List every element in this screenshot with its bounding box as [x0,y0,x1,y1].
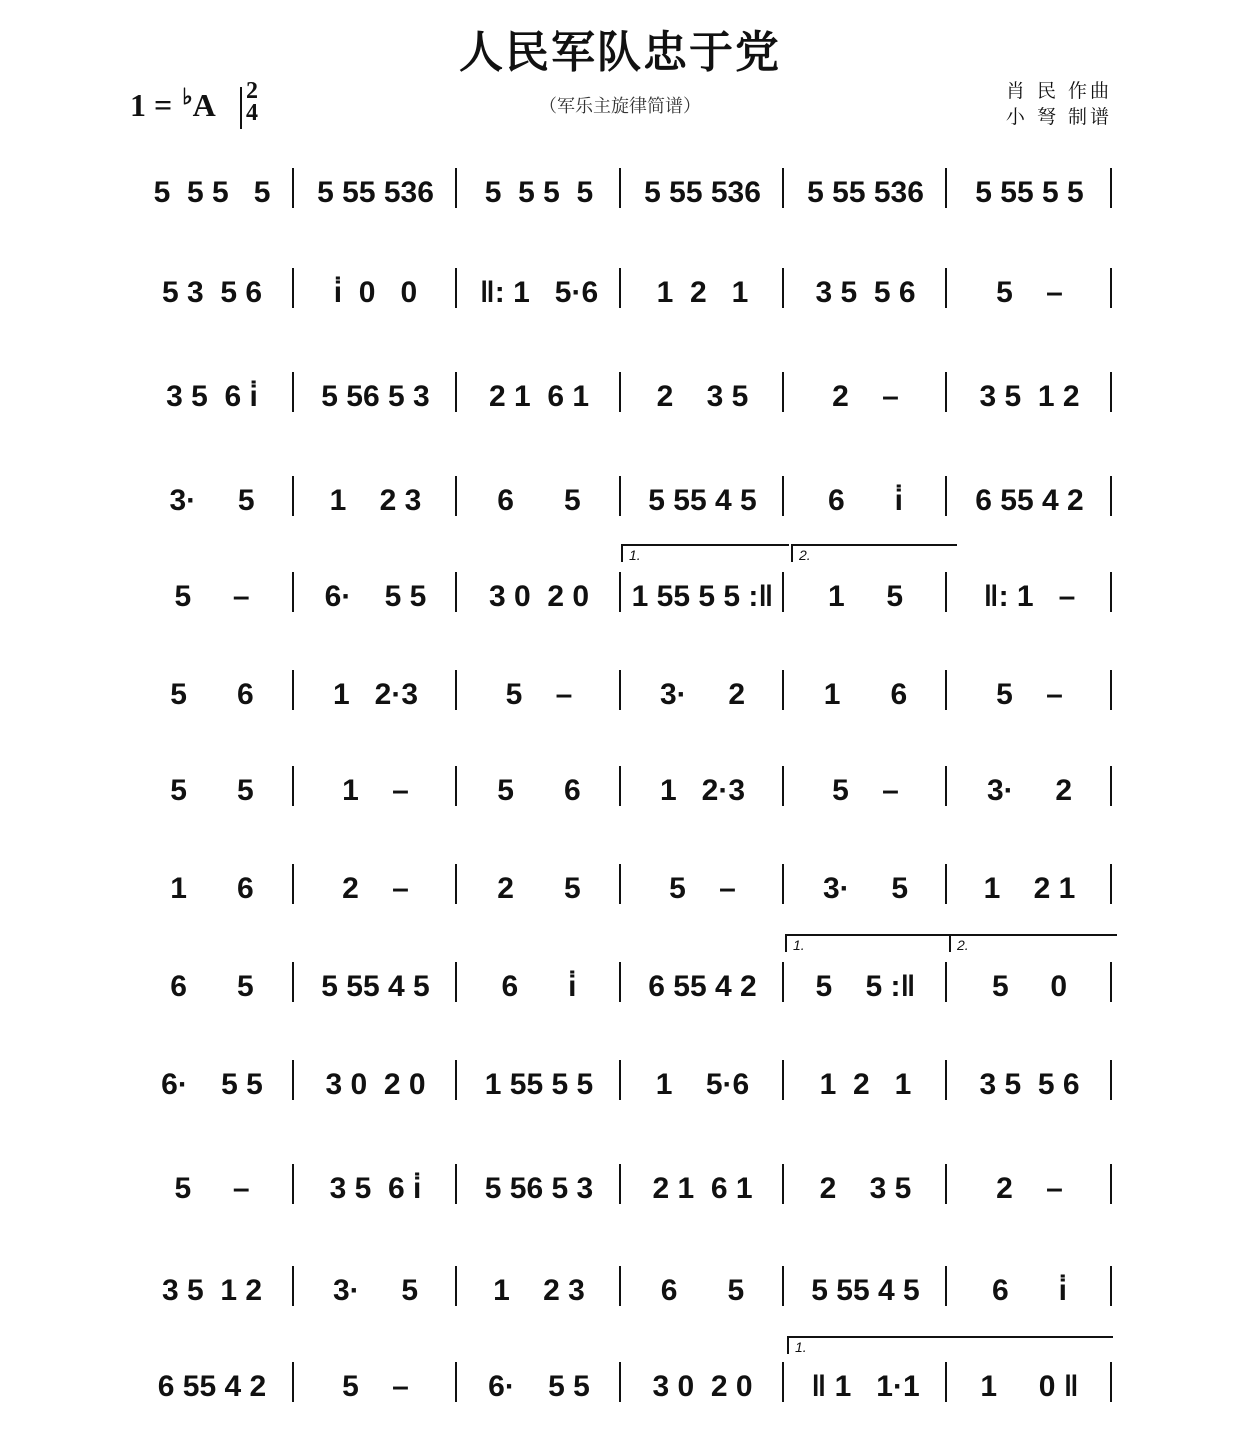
score-row [130,956,1112,1016]
note-sequence: 6 55 4 2 [975,484,1084,517]
note-sequence: 5 55 536 [317,176,434,209]
note-sequence: 1 6 [823,678,908,711]
barline [945,372,947,412]
barline [945,1060,947,1100]
barline [455,670,457,710]
measure [130,858,294,918]
arranger-credit: 小 弩 制谱 [1005,106,1112,128]
measure [457,1356,621,1416]
barline [455,572,457,612]
barline [945,168,947,208]
score-row [130,366,1112,426]
note-sequence: 5 – [669,872,736,905]
note-sequence: 5 – [832,774,899,807]
note-sequence: 6· 5 5 [488,1370,590,1403]
measure [947,366,1112,426]
measure [294,1356,457,1416]
score-row [130,262,1112,322]
measure [621,470,784,530]
measure [457,1260,621,1320]
measure [294,1054,457,1114]
measure [947,858,1112,918]
measure [621,262,784,322]
barline [1110,168,1112,208]
note-sequence: 6 i̇ [501,970,577,1003]
score-row [130,664,1112,724]
note-sequence: 5 5 [170,774,254,807]
time-signature-bottom: 4 [246,100,258,126]
note-sequence: 5 – [505,678,573,711]
note-sequence: 3· 5 [822,872,909,905]
note-sequence: 1 2 3 [493,1274,585,1307]
note-sequence: 2 5 [497,872,581,905]
barline [782,962,784,1002]
measure [784,1054,947,1114]
measure [947,956,1112,1016]
barline [782,476,784,516]
measure [457,760,621,820]
note-sequence: 5 3 5 6 [161,276,263,309]
barline [292,168,294,208]
subtitle: （军乐主旋律简谱） [539,96,701,117]
measure [130,1260,294,1320]
volta-ending: 2. [949,934,1117,952]
note-sequence: 1 0 ‖ [980,1370,1079,1403]
barline [619,1362,621,1402]
barline [945,1362,947,1402]
note-sequence: 6 55 4 2 [157,1370,267,1403]
note-sequence: 6· 5 5 [161,1068,263,1101]
time-signature [238,80,266,124]
note-sequence: 1 2·3 [332,678,419,711]
barline [619,1060,621,1100]
note-sequence: 2 3 5 [819,1172,912,1205]
measure [130,470,294,530]
measure [130,366,294,426]
note-sequence: 3 0 2 0 [325,1068,426,1101]
barline [1110,572,1112,612]
measure [621,760,784,820]
measure [294,470,457,530]
measure [294,1158,457,1218]
note-sequence: 2 1 6 1 [488,380,590,413]
measure [784,566,947,626]
measure [784,162,947,222]
measure [621,162,784,222]
key-signature [130,84,216,124]
barline [1110,268,1112,308]
barline [1110,372,1112,412]
barline [945,670,947,710]
note-sequence: 3 5 6 i̇ [166,380,258,413]
barline [945,962,947,1002]
note-sequence: 6 5 [497,484,581,517]
measure [294,262,457,322]
note-sequence: 2 1 6 1 [652,1172,753,1205]
note-sequence: 5 – [174,580,250,613]
page-title: 人民军队忠于党 [459,27,781,78]
barline [455,1362,457,1402]
note-sequence: 1 2 1 [983,872,1076,905]
barline [619,962,621,1002]
barline [782,670,784,710]
measure [130,1356,294,1416]
measure [457,262,621,322]
barline [292,1362,294,1402]
note-sequence: i̇ 0 0 [333,276,418,309]
measure [947,664,1112,724]
barline [945,476,947,516]
measure [947,470,1112,530]
note-sequence: 5 – [996,678,1063,711]
note-sequence: 3 5 1 2 [161,1274,263,1307]
note-sequence: 5 55 536 [807,176,924,209]
volta-ending: 1. [621,544,789,562]
measure [947,1158,1112,1218]
barline [1110,1060,1112,1100]
score-row [130,858,1112,918]
barline [619,476,621,516]
note-sequence: 1 – [342,774,409,807]
barline [782,268,784,308]
barline [1110,476,1112,516]
measure [130,1054,294,1114]
note-sequence: 5 – [996,276,1063,309]
barline [1110,670,1112,710]
barline [292,372,294,412]
measure [130,956,294,1016]
volta-ending: 1. [785,934,953,952]
note-sequence: 5 55 5 5 [975,176,1084,209]
measure [784,366,947,426]
barline [292,1164,294,1204]
note-sequence: 5 – [174,1172,250,1205]
barline [782,864,784,904]
score-row [130,162,1112,222]
note-sequence: 5 55 4 5 [321,970,430,1003]
barline [1110,1266,1112,1306]
measure [621,858,784,918]
barline [782,1362,784,1402]
volta-ending: 2. [791,544,957,562]
note-sequence: 2 – [996,1172,1063,1205]
note-sequence: 5 5 5 5 [153,176,271,209]
measure [457,366,621,426]
barline [455,476,457,516]
barline [619,168,621,208]
note-sequence: 5 – [342,1370,409,1403]
barline [455,372,457,412]
measure [947,1260,1112,1320]
measure [457,162,621,222]
barline [619,268,621,308]
barline [292,1266,294,1306]
measure [130,760,294,820]
measure [457,956,621,1016]
note-sequence: 3· 2 [986,774,1073,807]
measure [294,956,457,1016]
credits [990,78,1112,130]
barline [292,766,294,806]
measure [947,1054,1112,1114]
measure [294,162,457,222]
measure [130,262,294,322]
measure [947,262,1112,322]
barline [455,1266,457,1306]
measure [294,858,457,918]
measure [294,760,457,820]
barline [782,572,784,612]
barline [1110,1362,1112,1402]
score-row [130,1158,1112,1218]
measure [621,664,784,724]
note-sequence: ‖: 1 5·6 [479,276,599,309]
note-sequence: 3 5 5 6 [979,1068,1080,1101]
note-sequence: 3 5 6 i̇ [329,1172,422,1205]
measure [130,162,294,222]
measure [130,566,294,626]
barline [1110,864,1112,904]
score-row [130,1260,1112,1320]
measure [784,1356,947,1416]
barline [782,372,784,412]
measure [784,262,947,322]
measure [947,566,1112,626]
note-sequence: 6 55 4 2 [648,970,757,1003]
measure [294,366,457,426]
note-sequence: 2 – [342,872,409,905]
measure [130,1158,294,1218]
barline [1110,1164,1112,1204]
score-row [130,760,1112,820]
measure [621,366,784,426]
barline [782,1266,784,1306]
measure [621,1054,784,1114]
note-sequence: 3 5 5 6 [815,276,916,309]
note-sequence: 5 55 4 5 [811,1274,920,1307]
barline [782,1164,784,1204]
barline [945,572,947,612]
measure [457,664,621,724]
measure [947,162,1112,222]
note-sequence: 1 2 3 [329,484,422,517]
barline [292,268,294,308]
flat-sign: ♭ [182,84,193,109]
barline [455,168,457,208]
barline [455,1060,457,1100]
measure [621,956,784,1016]
barline [782,766,784,806]
composer-credit: 肖 民 作曲 [1005,80,1112,102]
barline [619,1164,621,1204]
barline [945,1266,947,1306]
barline [619,670,621,710]
measure [784,470,947,530]
barline [455,268,457,308]
note-sequence: 1 2 1 [656,276,749,309]
note-sequence: ‖: 1 – [983,580,1076,613]
barline [619,572,621,612]
note-sequence: 3· 2 [659,678,746,711]
note-sequence: 5 6 [170,678,254,711]
measure [457,1158,621,1218]
note-sequence: 2 3 5 [656,380,749,413]
barline [455,864,457,904]
note-sequence: 1 2·3 [659,774,746,807]
measure [621,1260,784,1320]
note-sequence: 5 56 5 3 [484,1172,594,1205]
note-sequence: 5 55 4 5 [648,484,757,517]
note-sequence: 5 55 536 [644,176,761,209]
score-row [130,1054,1112,1114]
measure [457,858,621,918]
note-sequence: 5 6 [497,774,581,807]
note-sequence: 5 0 [991,970,1068,1003]
measure [784,858,947,918]
score-row [130,566,1112,626]
barline [292,1060,294,1100]
score-row [130,1356,1112,1416]
note-sequence: 3 5 1 2 [979,380,1080,413]
note-sequence: 3· 5 [332,1274,419,1307]
barline [619,766,621,806]
barline [1110,962,1112,1002]
note-sequence: 5 5 5 5 [484,176,594,209]
measure [784,664,947,724]
barline [619,1266,621,1306]
barline [619,864,621,904]
barline [782,168,784,208]
score-row [130,470,1112,530]
note-sequence: 6 5 [660,1274,745,1307]
note-sequence: 5 5 :‖ [815,970,916,1003]
measure [294,664,457,724]
measure [294,566,457,626]
barline [292,962,294,1002]
note-sequence: 6 i̇ [991,1274,1068,1307]
note-sequence: 3 0 2 0 [652,1370,753,1403]
barline [292,670,294,710]
barline [945,766,947,806]
barline [455,1164,457,1204]
note-sequence: 3 0 2 0 [488,580,590,613]
volta-ending: 1. [787,1336,1113,1354]
barline [292,864,294,904]
note-sequence: 1 5 [827,580,904,613]
measure [621,1158,784,1218]
barline [619,372,621,412]
note-sequence: 6· 5 5 [324,580,427,613]
measure [784,956,947,1016]
key-note: A [192,87,216,123]
measure [457,470,621,530]
measure [621,566,784,626]
measure [294,1260,457,1320]
measure [947,760,1112,820]
measure [457,1054,621,1114]
barline [1110,766,1112,806]
note-sequence: 1 55 5 5 [484,1068,594,1101]
note-sequence: 1 6 [170,872,254,905]
measure [784,1260,947,1320]
time-signature-top: 2 [246,78,258,104]
note-sequence: 1 2 1 [819,1068,912,1101]
barline [782,1060,784,1100]
barline [455,962,457,1002]
barline [455,766,457,806]
measure [457,566,621,626]
note-sequence: 5 56 5 3 [321,380,430,413]
note-sequence: ‖ 1 1·1 [811,1370,920,1403]
note-sequence: 3· 5 [169,484,255,517]
measure [784,760,947,820]
barline [292,572,294,612]
note-sequence: 1 5·6 [655,1068,750,1101]
barline [945,864,947,904]
barline [945,1164,947,1204]
note-sequence: 1 55 5 5 :‖ [631,580,774,613]
barline [292,476,294,516]
measure [784,1158,947,1218]
note-sequence: 2 – [832,380,899,413]
measure [130,664,294,724]
measure [947,1356,1112,1416]
barline [945,268,947,308]
note-sequence: 6 i̇ [827,484,904,517]
note-sequence: 6 5 [170,970,254,1003]
key-prefix: 1 = [130,87,181,123]
measure [621,1356,784,1416]
